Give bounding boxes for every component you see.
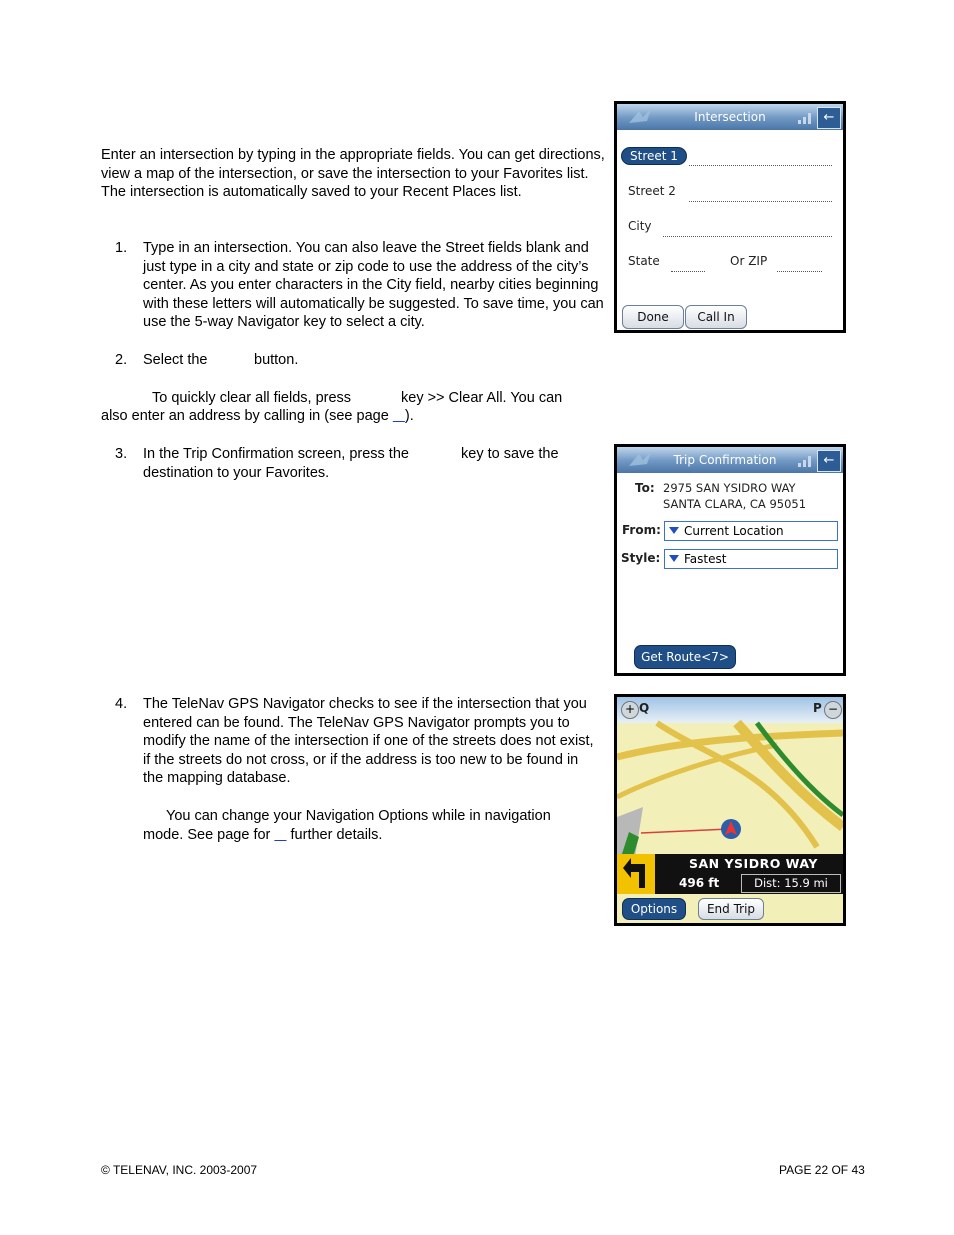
screen-title: Trip Confirmation	[673, 453, 777, 467]
step-1-text: Type in an intersection. You can also leave the Street fields blank and just type in a city and state or zip code to use the address of the city’s center. As you enter characters in the City field, nearby cities beginning with these letters will automatically be suggested. To save time, you can use the 5-way Navigator key to select a city.	[143, 240, 604, 331]
call-in-button[interactable]: Call In	[685, 305, 747, 329]
street-1-field[interactable]	[689, 165, 832, 166]
step-3-text-a: In the Trip Confirmation screen, press the	[143, 446, 409, 462]
street-2-label: Street 2	[628, 184, 676, 198]
intersection-screen	[614, 101, 846, 333]
destination-line-1: 2975 SAN YSIDRO WAY	[663, 481, 796, 495]
zoom-in-key: Q	[639, 701, 650, 715]
from-dropdown[interactable]: Current Location	[664, 521, 838, 541]
intro-paragraph: Enter an intersection by typing in the appropriate fields. You can get directions, view a map of the intersection, or save the intersection to your Favorites list. The intersection is automatically saved to your Recent Places list.	[101, 147, 605, 201]
footer-page-number: PAGE 22 OF 43	[779, 1163, 865, 1177]
tip-1-text-c: also enter an address by calling in (see page ).	[101, 408, 414, 424]
tip-2-text-a: You can change your Navigation Options while in navigation	[166, 808, 551, 824]
zoom-out-key: P	[813, 701, 822, 715]
turn-left-arrow-icon	[617, 854, 655, 894]
telenav-logo-icon	[625, 450, 663, 470]
signal-strength-icon	[797, 452, 813, 468]
step-3-text-c: destination to your Favorites.	[143, 465, 330, 481]
navigation-map-screen	[614, 694, 846, 926]
tip-2-text-b: mode. See page for further details.	[143, 827, 383, 843]
from-label: From:	[622, 523, 661, 537]
step-number: 3.	[115, 446, 128, 462]
turn-banner	[617, 854, 843, 894]
title-bar	[617, 104, 843, 130]
zip-field[interactable]	[777, 271, 822, 272]
screen-title: Intersection	[694, 110, 766, 124]
telenav-logo-icon	[625, 107, 663, 127]
street-name: SAN YSIDRO WAY	[689, 856, 818, 871]
dropdown-arrow-icon	[669, 527, 679, 534]
street-1-label: Street 1	[622, 148, 686, 164]
map-view[interactable]	[617, 697, 843, 857]
footer-copyright: © TELENAV, INC. 2003-2007	[101, 1163, 258, 1177]
dropdown-arrow-icon	[669, 555, 679, 562]
back-arrow-icon[interactable]: ←	[817, 450, 841, 472]
step-2-text-a: Select the	[143, 352, 208, 368]
step-number: 1.	[115, 240, 128, 256]
done-button[interactable]: Done	[622, 305, 684, 329]
style-label: Style:	[621, 551, 661, 565]
get-route-button[interactable]: Get Route<7>	[635, 646, 735, 668]
step-4-text: The TeleNav GPS Navigator checks to see if the intersection that you entered can be found. The TeleNav GPS Navigator prompts you to modify the name of the intersection if one of the streets does not exist, if the streets do not cross, or if the address is too new to be found in the mapping database.	[143, 696, 594, 787]
state-label: State	[628, 254, 660, 268]
zoom-in-icon[interactable]: +	[621, 701, 639, 719]
signal-strength-icon	[797, 109, 813, 125]
title-bar	[617, 447, 843, 473]
style-dropdown[interactable]: Fastest	[664, 549, 838, 569]
street-2-field[interactable]	[689, 201, 832, 202]
to-label: To:	[635, 481, 655, 495]
distance-to-turn: 496 ft	[679, 876, 720, 890]
trip-confirmation-screen	[614, 444, 846, 676]
city-label: City	[628, 219, 652, 233]
tip-1-text-a: To quickly clear all fields, press	[152, 390, 352, 406]
tip-1-text-b: key >> Clear All. You can	[401, 390, 563, 406]
page-reference-link[interactable]	[393, 408, 405, 424]
turn-sign	[617, 854, 655, 894]
step-number: 2.	[115, 352, 128, 368]
end-trip-button[interactable]: End Trip	[698, 898, 764, 920]
destination-line-2: SANTA CLARA, CA 95051	[663, 497, 807, 511]
step-2-text-b: button.	[254, 352, 299, 368]
back-arrow-icon[interactable]: ←	[817, 107, 841, 129]
options-button[interactable]: Options	[623, 899, 685, 919]
state-field[interactable]	[671, 271, 705, 272]
zip-label: Or ZIP	[730, 254, 768, 268]
page-reference-link[interactable]	[274, 827, 286, 843]
step-3-text-b: key to save the	[461, 446, 559, 462]
city-field[interactable]	[663, 236, 832, 237]
step-number: 4.	[115, 696, 128, 712]
total-distance: Dist: 15.9 mi	[741, 874, 841, 893]
zoom-out-icon[interactable]: −	[824, 701, 842, 719]
